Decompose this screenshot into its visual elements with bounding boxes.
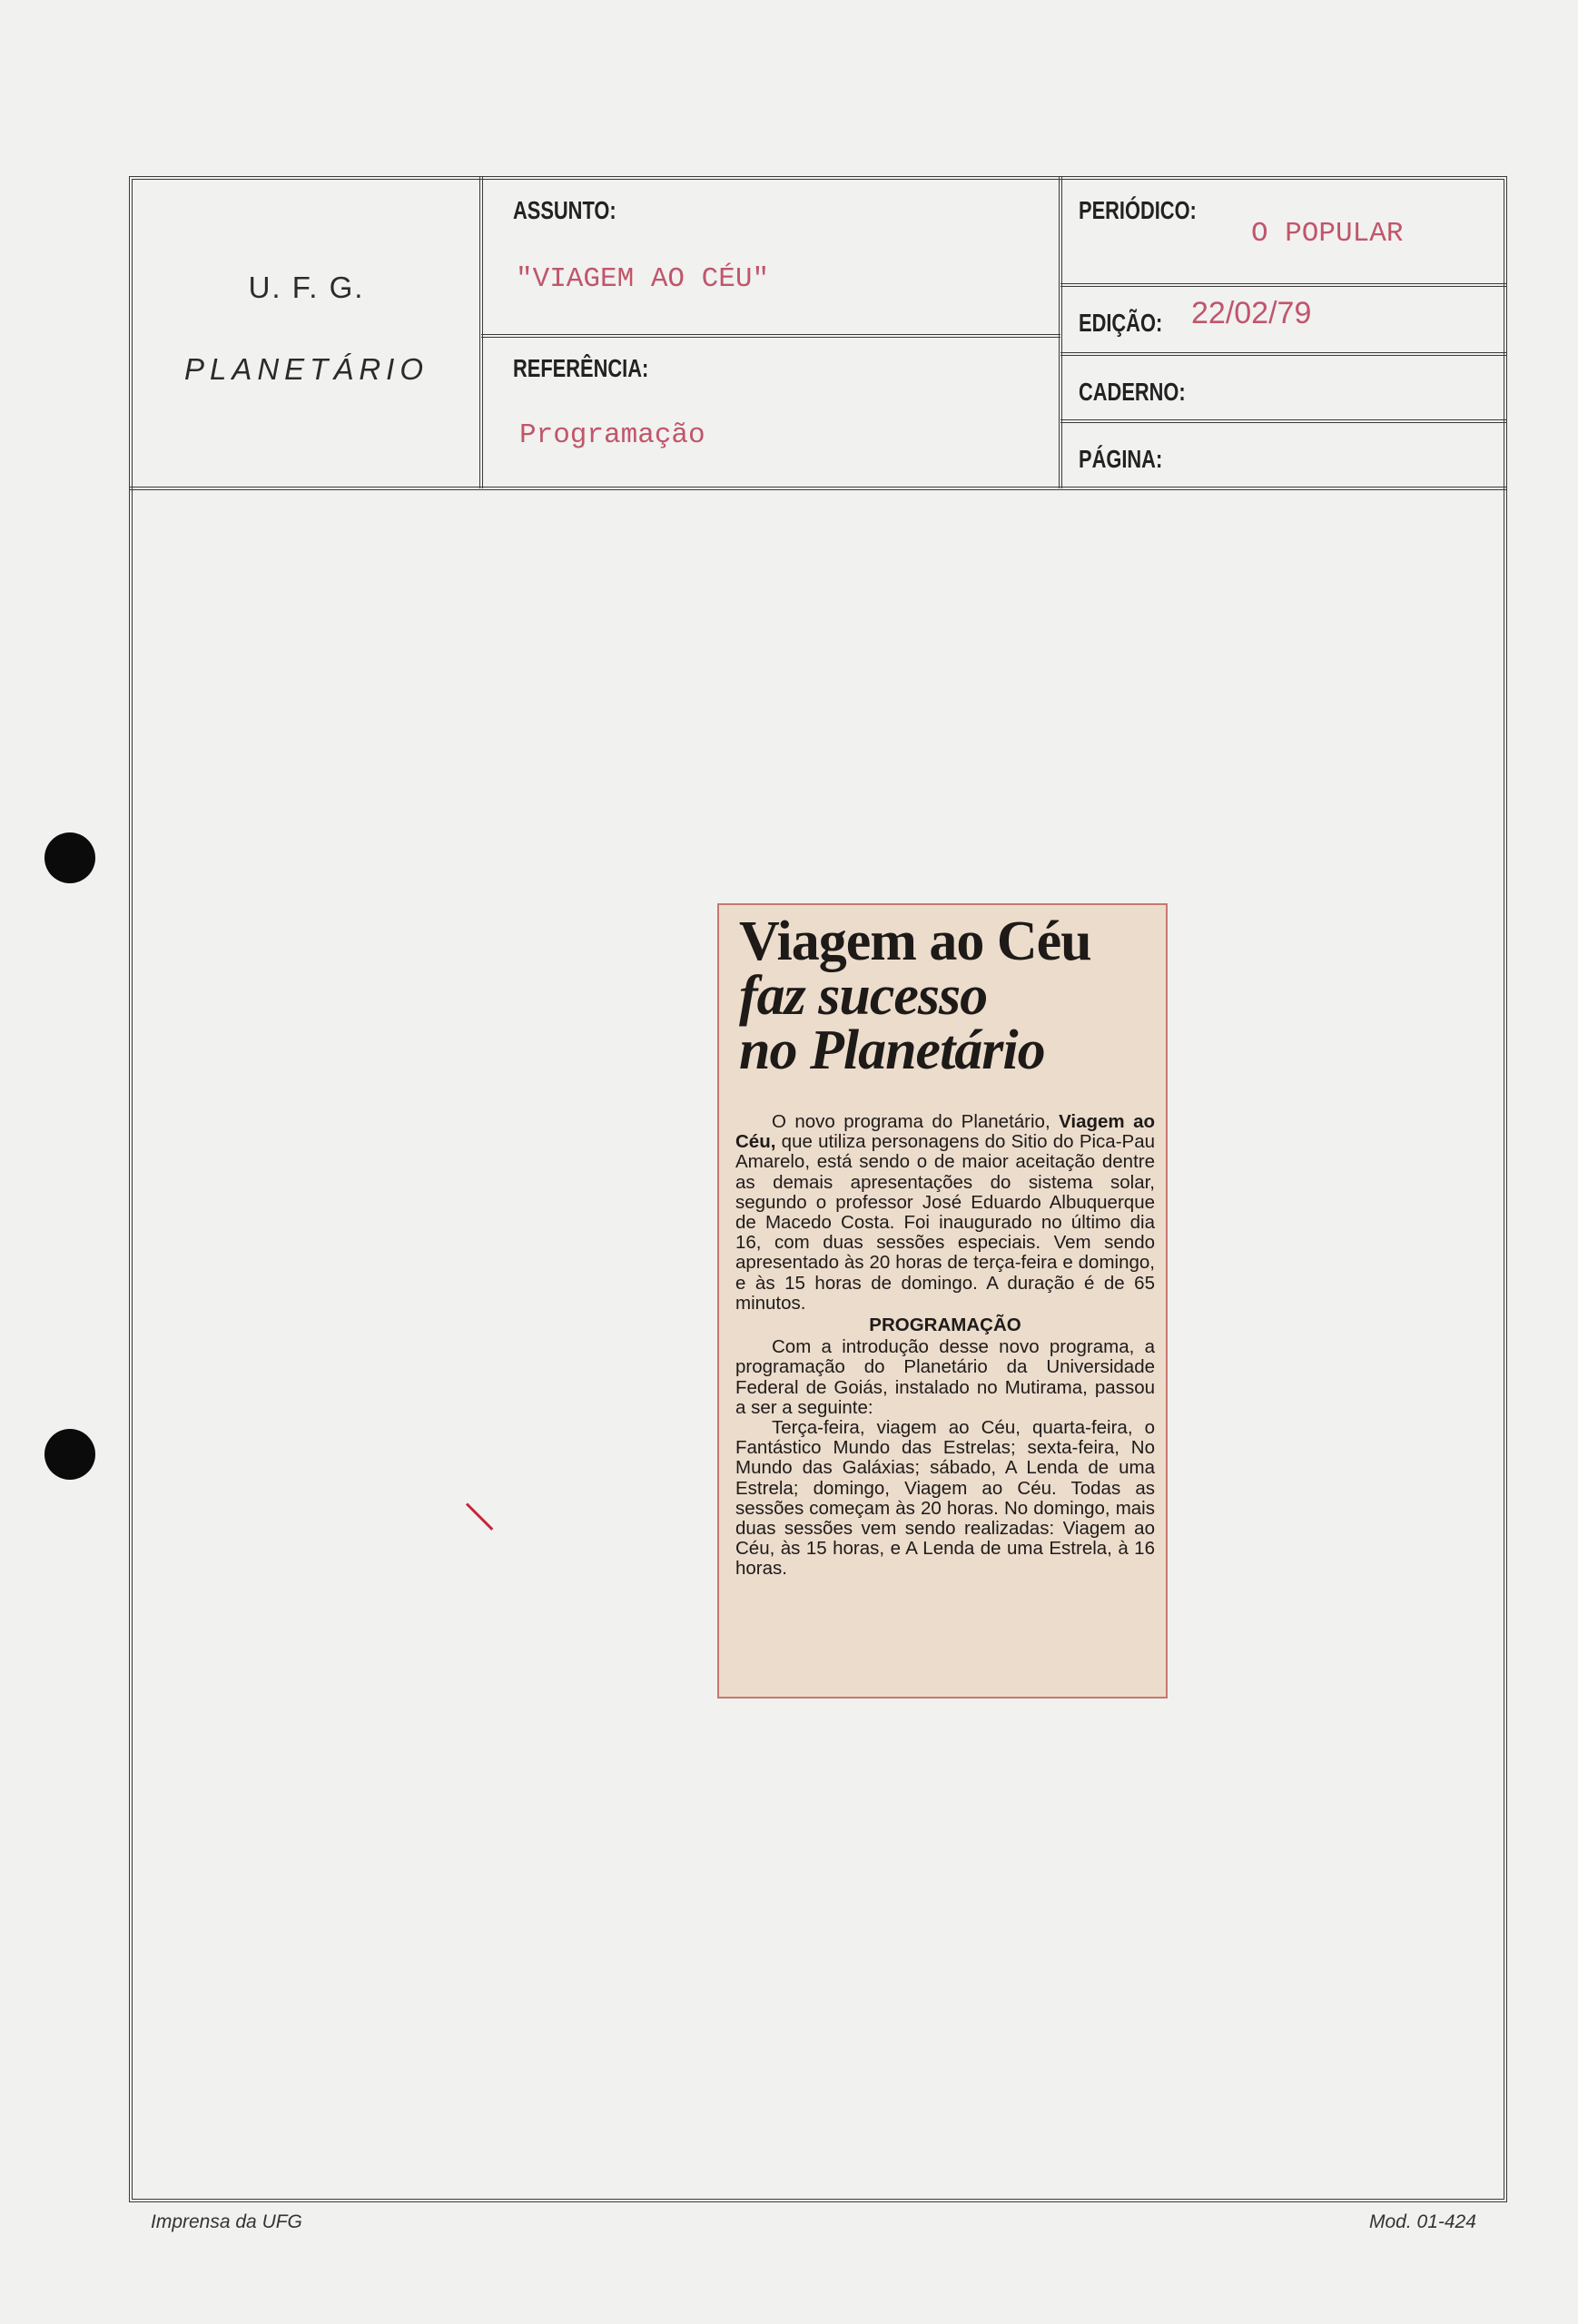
- periodico-rule: [1060, 283, 1507, 287]
- edicao-rule: [1060, 352, 1507, 356]
- clipping-paragraph-2: Com a introdução desse novo programa, a programação do Planetário da Universidade Federal de Goiás, instalado no Mutirama, passou a ser a seguinte:: [735, 1336, 1155, 1418]
- para1-rest: que utiliza personagens do Sitio do Pica-Pau Amarelo, está sendo o de maior aceitação dentre as demais apresentações do sistema solar, segundo o professor José Eduardo Albuquerque de Macedo Costa. Foi inaugurado no último dia 16, com duas sessões especiais. Vem sendo apresentado às 20 horas de terça-feira e domingo, e às 15 horas de domingo. A duração é de 65 minutos.: [735, 1131, 1155, 1314]
- para1-bold: Viagem ao Céu,: [735, 1111, 1155, 1153]
- pagina-label: PÁGINA:: [1079, 445, 1163, 473]
- periodico-value: O POPULAR: [1251, 218, 1404, 250]
- punch-hole-top: [44, 832, 95, 883]
- referencia-value: Programação: [519, 419, 705, 451]
- footer-printer: Imprensa da UFG: [151, 2211, 302, 2232]
- header-bottom-rule: [129, 487, 1507, 490]
- org-subtitle: PLANETÁRIO: [183, 352, 429, 386]
- punch-hole-bottom: [44, 1429, 95, 1480]
- clipping-headline: [739, 911, 1166, 1081]
- clipping-paragraph-3: Terça-feira, viagem ao Céu, quarta-feira, o Fantástico Mundo das Estrelas; sexta-feira, No Mundo das Galáxias; sábado, A Lenda de uma Estrela; domingo, Viagem ao Céu. Todas as sessões começam às 20 horas. No domingo, mais duas sessões vem sendo realizadas: Viagem ao Céu, às 15 horas, e A Lenda de uma Estrela, à 16 horas.: [735, 1417, 1155, 1580]
- headline-line-2: faz sucesso: [739, 965, 988, 1027]
- headline-line-3: no Planetário: [739, 1019, 1045, 1081]
- clipping-subheading: PROGRAMAÇÃO: [869, 1315, 1021, 1336]
- org-title: U. F. G.: [248, 271, 365, 304]
- headline-line-1: Viagem ao Céu: [739, 911, 1091, 972]
- edicao-label: EDIÇÃO:: [1079, 309, 1163, 337]
- periodico-label: PERIÓDICO:: [1079, 196, 1197, 224]
- assunto-rule: [481, 334, 1060, 338]
- clipping-paragraph-1: [735, 1112, 1155, 1314]
- caderno-rule: [1060, 419, 1507, 423]
- para1-lead: O novo programa do Planetário,: [772, 1111, 1050, 1132]
- referencia-label: REFERÊNCIA:: [513, 354, 649, 382]
- caderno-label: CADERNO:: [1079, 378, 1186, 406]
- clipping-body: [735, 1112, 1155, 1580]
- footer-form-code: Mod. 01-424: [1369, 2211, 1476, 2232]
- assunto-label: ASSUNTO:: [513, 196, 616, 224]
- assunto-value: "VIAGEM AO CÉU": [516, 263, 770, 295]
- header-divider-left: [479, 176, 483, 488]
- header-divider-right: [1059, 176, 1062, 488]
- newspaper-clipping: [717, 903, 1168, 1699]
- edicao-value: 22/02/79: [1191, 296, 1312, 330]
